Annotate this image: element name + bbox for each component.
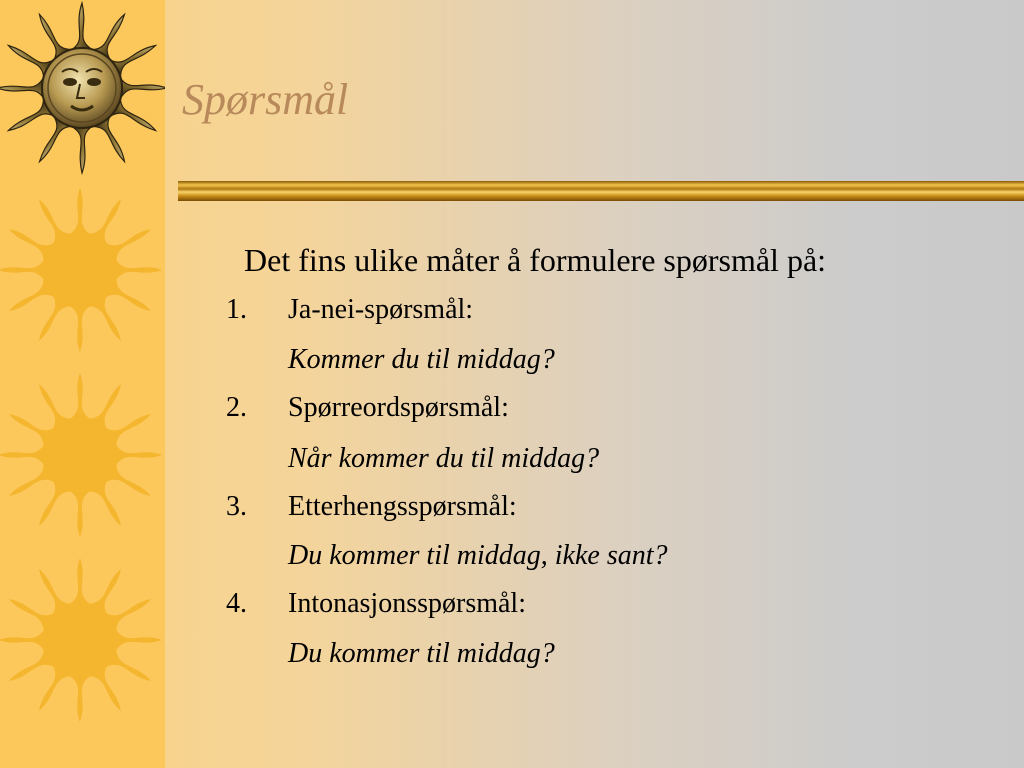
list-item-number: 2. [226,392,247,423]
list-item-label: Intonasjonsspørsmål: [288,588,526,619]
list-item-label: Etterhengsspørsmål: [288,491,517,522]
list-item-example: Kommer du til middag? [288,344,555,375]
list-item-example: Du kommer til middag, ikke sant? [288,540,668,571]
sun-icon [0,185,165,355]
list-item-label: Spørreordspørsmål: [288,392,509,423]
list-item-number: 3. [226,491,247,522]
title-divider [178,179,1024,203]
sun-icon [0,555,165,725]
list-item-number: 4. [226,588,247,619]
list-item-example: Når kommer du til middag? [288,443,600,474]
list-item-example: Du kommer til middag? [288,638,555,669]
slide-title: Spørsmål [182,75,349,124]
list-item-number: 1. [226,294,247,325]
list-item-label: Ja-nei-spørsmål: [288,294,474,325]
sidebar [0,0,165,768]
sun-icon [0,370,165,540]
intro-text: Det fins ulike måter å formulere spørsmål på: [244,242,827,278]
sun-face-icon [0,0,165,175]
